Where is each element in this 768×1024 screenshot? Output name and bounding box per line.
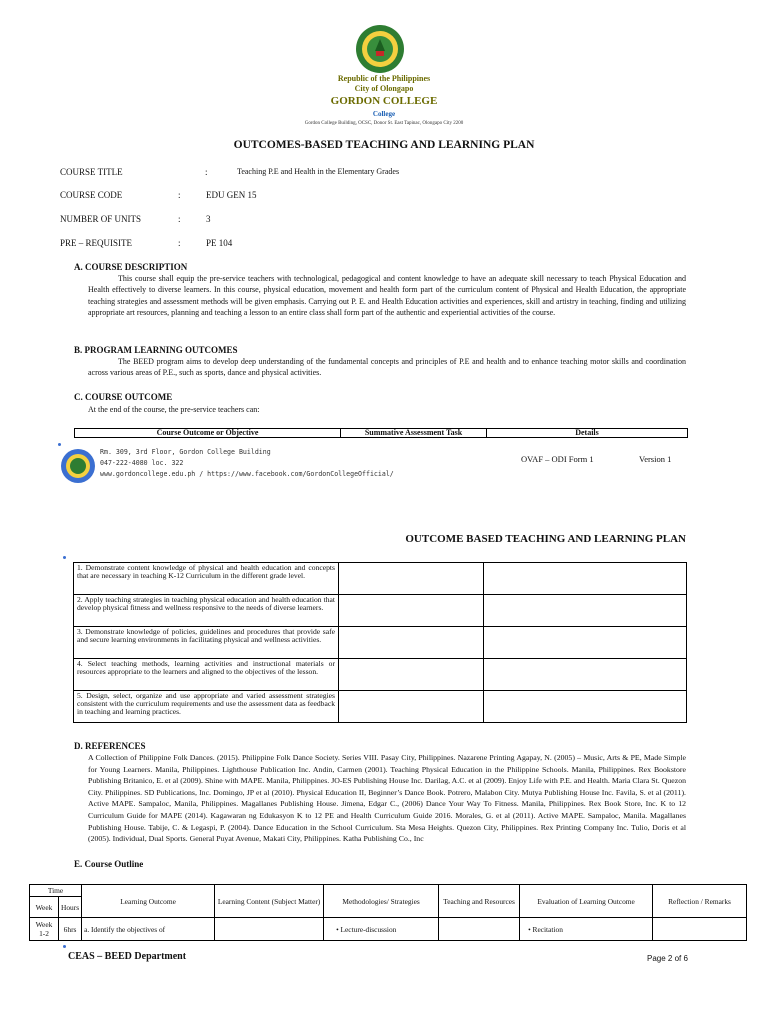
table-row bbox=[74, 595, 687, 627]
cell-methodologies: • Lecture-discussion bbox=[324, 918, 439, 941]
page2-title: OUTCOME BASED TEACHING AND LEARNING PLAN bbox=[405, 533, 686, 545]
assessment-cell bbox=[339, 659, 484, 691]
header-evaluation: Evaluation of Learning Outcome bbox=[520, 885, 653, 918]
program-outcomes-text: The BEED program aims to develop deep understanding of the fundamental concepts and principles of P.E and health and to enhance teaching motor skills and coordination across various areas of P.E., such as sports, dance and physical activities. bbox=[88, 357, 686, 378]
outcome-cell: 5. Design, select, organize and use appropriate and varied assessment strategies consistent with the curriculum requirements and use the assessment data as feedback in teaching and learning practices. bbox=[74, 691, 339, 723]
units-value: 3 bbox=[206, 214, 211, 224]
course-title-value: Teaching P.E and Health in the Elementary Grades bbox=[237, 167, 400, 176]
col-details: Details bbox=[487, 429, 688, 438]
footer-web-link[interactable]: www.gordoncollege.edu.ph / https://www.facebook.com/GordonCollegeOfficial/ bbox=[100, 470, 394, 478]
course-code-value: EDU GEN 15 bbox=[206, 190, 257, 200]
header-reflection: Reflection / Remarks bbox=[653, 885, 747, 918]
cell-learning-outcome: a. Identify the objectives of bbox=[82, 918, 215, 941]
table-row bbox=[74, 563, 687, 595]
details-cell bbox=[484, 563, 687, 595]
header-methodologies: Methodologies/ Strategies bbox=[324, 885, 439, 918]
header-learning-content: Learning Content (Subject Matter) bbox=[215, 885, 324, 918]
col-course-outcome: Course Outcome or Objective bbox=[75, 429, 341, 438]
details-cell bbox=[484, 659, 687, 691]
header-city: City of Olongapo bbox=[354, 84, 414, 93]
header-address: Gordon College Building, OCSC, Donor St. East Tapinac, Olongapo City 2200 bbox=[304, 121, 464, 126]
footer-phone: 047-222-4080 loc. 322 bbox=[100, 459, 184, 467]
header-week: Week bbox=[30, 897, 59, 918]
table-row bbox=[74, 691, 687, 723]
course-description-text: This course shall equip the pre-service teachers with technological, pedagogical and content knowledge to have an adequate skill necessary to teach Physical Education and Health effectively to diverse learners. In this course, physical education, movement and health form part of the curriculum content of Physical and Health Education, the appropriate teaching strategies and assessment methods will be given emphasis. Carrying out P. E. and Health Education activities and experiences, skill and artistry in teaching, finding and utilizing appropriate art resources, planning and teaching a lesson to an entire class shall form part of the authentic and experiential activities of the course. bbox=[88, 274, 686, 317]
bullet-marker bbox=[63, 945, 66, 948]
cell-week: Week 1-2 bbox=[30, 918, 59, 941]
course-outline-table bbox=[29, 884, 747, 941]
cell-learning-content bbox=[215, 918, 324, 941]
cell-hours: 6hrs bbox=[59, 918, 82, 941]
outcome-cell: 2. Apply teaching strategies in teaching physical education and health education that develop physical fitness and wellness responsive to the needs of diverse learners. bbox=[74, 595, 339, 627]
col-summative-task: Summative Assessment Task bbox=[341, 429, 487, 438]
header-college-sub: College bbox=[372, 110, 396, 118]
section-a-heading: A. COURSE DESCRIPTION bbox=[74, 262, 188, 272]
prerequisite-label: PRE – REQUISITE bbox=[60, 238, 132, 248]
form-code: OVAF – ODI Form 1 bbox=[521, 454, 594, 464]
outcome-cell: 4. Select teaching methods, learning activities and instructional materials or resources appropriate to the learners and aligned to the objectives of the lesson. bbox=[74, 659, 339, 691]
bullet-marker bbox=[63, 556, 66, 559]
header-hours: Hours bbox=[59, 897, 82, 918]
footer-seal-logo bbox=[60, 448, 96, 484]
course-title-sep: : bbox=[205, 167, 208, 177]
outcome-cell: 3. Demonstrate knowledge of policies, guidelines and procedures that provide safe and secure learning environments in facilitating physical and wellness activities. bbox=[74, 627, 339, 659]
page-number: Page 2 of 6 bbox=[647, 954, 688, 963]
cell-evaluation: • Recitation bbox=[520, 918, 653, 941]
course-code-label: COURSE CODE bbox=[60, 190, 123, 200]
prerequisite-value: PE 104 bbox=[206, 238, 233, 248]
course-title-label: COURSE TITLE bbox=[60, 167, 123, 177]
method-item: Lecture-discussion bbox=[340, 924, 397, 934]
details-cell bbox=[484, 627, 687, 659]
cell-teaching-resources bbox=[439, 918, 520, 941]
section-e-heading: E. Course Outline bbox=[74, 859, 144, 869]
header-teaching-resources: Teaching and Resources bbox=[439, 885, 520, 918]
section-b-heading: B. PROGRAM LEARNING OUTCOMES bbox=[74, 345, 238, 355]
section-d-heading: D. REFERENCES bbox=[74, 741, 146, 751]
bullet-marker bbox=[58, 443, 61, 446]
college-seal-logo bbox=[355, 24, 405, 74]
document-title: OUTCOMES-BASED TEACHING AND LEARNING PLAN bbox=[233, 139, 535, 151]
assessment-cell bbox=[339, 691, 484, 723]
details-cell bbox=[484, 595, 687, 627]
table-row bbox=[74, 627, 687, 659]
header-college: GORDON COLLEGE bbox=[330, 95, 438, 107]
footer-address: Rm. 309, 3rd Floor, Gordon College Building bbox=[100, 448, 271, 456]
units-sep: : bbox=[178, 214, 181, 224]
outcome-cell: 1. Demonstrate content knowledge of physical and health education and concepts that are necessary in teaching K-12 Curriculum in the different grade level. bbox=[74, 563, 339, 595]
course-code-sep: : bbox=[178, 190, 181, 200]
assessment-cell bbox=[339, 627, 484, 659]
outcomes-table bbox=[73, 562, 687, 723]
prerequisite-sep: : bbox=[178, 238, 181, 248]
units-label: NUMBER OF UNITS bbox=[60, 214, 142, 224]
outcome-table-header bbox=[74, 428, 688, 438]
assessment-cell bbox=[339, 563, 484, 595]
assessment-cell bbox=[339, 595, 484, 627]
table-row bbox=[30, 918, 747, 941]
references-text: A Collection of Philippine Folk Dances. (2015). Philippine Folk Dance Society. Series VIII. Pasay City, Philippines. Nazarene Printing Agapay, N. (2005) – Music, Arts & PE, Made Simple for Young Learners. Manila, Philippines. Lighthouse Publication Inc. Andin, Carmen (2001). Teaching Physical Education in the Philippine Schools. Manila, Philippines. Rex Bookstore Publishing Britanico, E. et al (2009). Shine with MAPE. Manila, Philippines. JO-ES Publishing House Inc. Darilag, A.C. et al (2009). Enjoy Life with P.E. and Health. Maria Clara St. Quezon City. Philippines. SD Publications, Inc. Domingo, JP et al (2010). Physical Education II, Beginner’s Dance Book. Potrero, Malabon City. Mutya Publishing House Inc. Favila, S. et al (2011). Active MAPE. Sampaloc, Manila, Philippines. Magallanes Publishing House. Jimena, Edgar C., (2006) Dance Your Way To Fitness. Manila, Philippines. Rex Book Store, Inc. K to 12 Curriculum Guide for MAPE (2014). Kagawaran ng Edukasyon K to 12 PE and Health Curriculum Guide 2016. Morales, G. et al (2011). Active MAPE. Sampaloc, Manila. Magallanes Publishing House. Tabije, C. & Legaspi, P. (2004). Dance Education in the School Curriculum. Sta Mesa Heights. Quezon City, Philippines. Rex Printing Company Inc. Tulio, Doris et al (2005). Individual, Dual Sports. General Puyat Avenue, Makati City, Philippines. Katha Publishing Co., Inc bbox=[88, 753, 686, 844]
form-version: Version 1 bbox=[639, 454, 672, 464]
section-c-heading: C. COURSE OUTCOME bbox=[74, 392, 173, 402]
cell-reflection bbox=[653, 918, 747, 941]
header-time: Time bbox=[30, 885, 82, 897]
header-learning-outcome: Learning Outcome bbox=[82, 885, 215, 918]
table-row bbox=[74, 659, 687, 691]
header-republic: Republic of the Philippines bbox=[337, 74, 431, 83]
department-label: CEAS – BEED Department bbox=[68, 951, 187, 962]
evaluation-item: Recitation bbox=[532, 924, 563, 934]
details-cell bbox=[484, 691, 687, 723]
course-outcome-intro: At the end of the course, the pre-service teachers can: bbox=[88, 405, 260, 414]
